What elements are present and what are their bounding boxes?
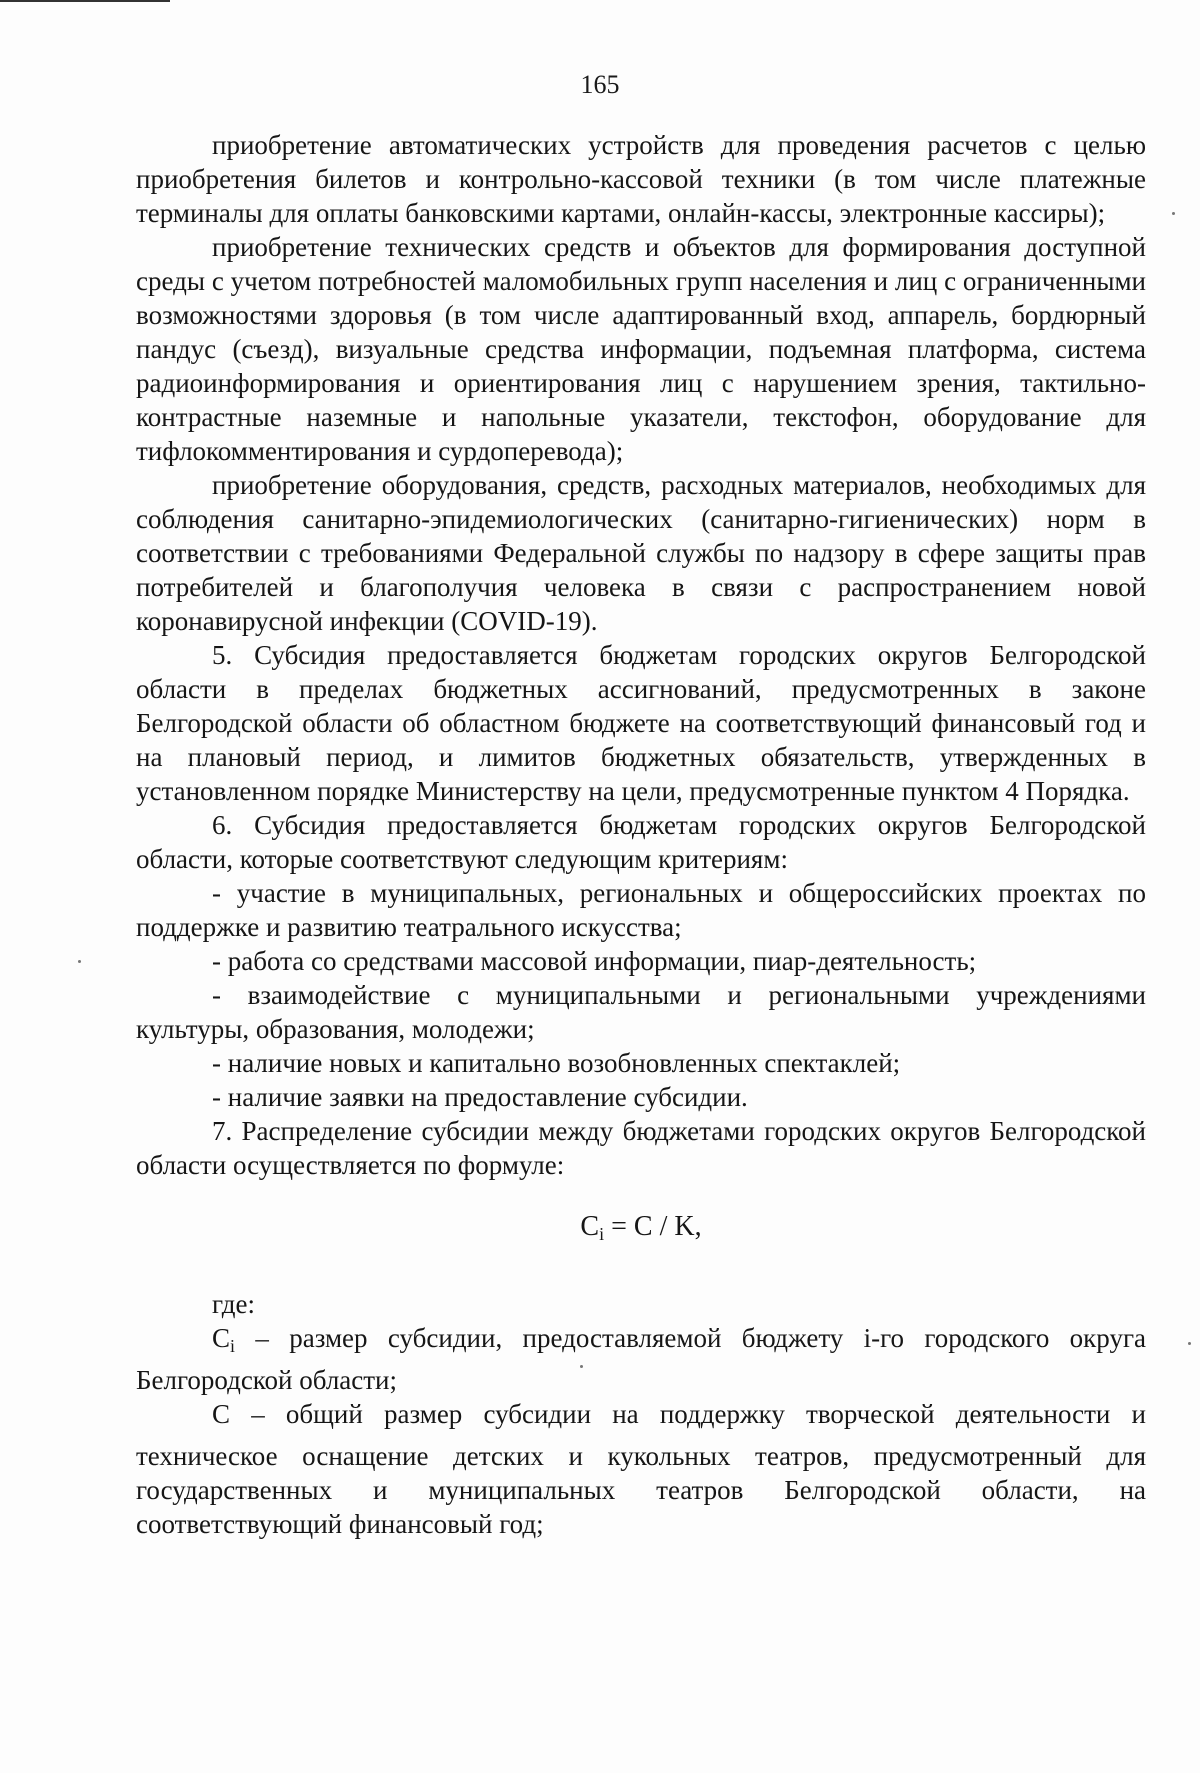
document-body bbox=[136, 128, 1146, 1541]
scan-edge-line bbox=[0, 0, 170, 2]
formula-lhs: C bbox=[580, 1211, 600, 1242]
list-item: - работа со средствами массовой информации, пиар-деятельность; bbox=[212, 946, 977, 976]
paragraph: 6. Субсидия предоставляется бюджетам городских округов Белгородской области, которые соответствуют следующим критериям: bbox=[136, 810, 1146, 874]
formula-lhs-subscript: i bbox=[599, 1224, 605, 1244]
scan-speck bbox=[580, 1365, 583, 1368]
where-label: где: bbox=[212, 1289, 255, 1319]
paragraph: приобретение технических средств и объектов для формирования доступной среды с учетом потребностей маломобильных групп населения и лиц с ограниченными возможностями здоровья (в том числе адаптированный вход, аппарель, бордюрный пандус (съезд), визуальные средства информации, подъемная платформа, система радиоинформирования и ориентирования лиц с нарушением зрения, тактильно-контрастные наземные и напольные указатели, текстофон, оборудование для тифлокомментирования и сурдоперевода); bbox=[136, 232, 1146, 466]
page-number: 165 bbox=[580, 70, 620, 99]
formula-rhs: = C / K, bbox=[604, 1211, 702, 1242]
scan-speck bbox=[1172, 212, 1175, 215]
list-item: - наличие заявки на предоставление субсидии. bbox=[212, 1082, 748, 1112]
scan-speck bbox=[78, 960, 81, 963]
distribution-formula bbox=[136, 1210, 1146, 1251]
definition-item bbox=[136, 1397, 1146, 1541]
definition-subscript: i bbox=[230, 1336, 236, 1356]
list-item: - взаимодействие с муниципальными и региональными учреждениями культуры, образования, молодежи; bbox=[136, 980, 1146, 1044]
paragraph: приобретение оборудования, средств, расходных материалов, необходимых для соблюдения санитарно-эпидемиологических (санитарно-гигиенических) норм в соответствии с требованиями Федеральной службы по надзору в сфере защиты прав потребителей и благополучия человека в связи с распространением новой коронавирусной инфекции (COVID-19). bbox=[136, 470, 1146, 636]
definition-symbol: C bbox=[212, 1399, 231, 1429]
definition-item bbox=[136, 1321, 1146, 1397]
paragraph: приобретение автоматических устройств для проведения расчетов с целью приобретения билетов и контрольно-кассовой техники (в том числе платежные терминалы для оплаты банковскими картами, онлайн-кассы, электронные кассиры); bbox=[136, 130, 1146, 228]
list-item: - наличие новых и капитально возобновленных спектаклей; bbox=[212, 1048, 901, 1078]
paragraph: 5. Субсидия предоставляется бюджетам городских округов Белгородской области в пределах бюджетных ассигнований, предусмотренных в законе Белгородской области об областном бюджете на соответствующий финансовый год и на плановый период, и лимитов бюджетных обязательств, утвержденных в установленном порядке Министерству на цели, предусмотренные пунктом 4 Порядка. bbox=[136, 640, 1146, 806]
definition-text: – общий размер субсидии на поддержку творческой деятельности и техническое оснащение детских и кукольных театров, предусмотренный для государственных и муниципальных театров Белгородской области, на соответствующий финансовый год; bbox=[136, 1399, 1146, 1539]
list-item: - участие в муниципальных, региональных и общероссийских проектах по поддержке и развитию театрального искусства; bbox=[136, 878, 1146, 942]
scan-speck bbox=[1188, 1342, 1191, 1345]
paragraph: 7. Распределение субсидии между бюджетами городских округов Белгородской области осуществляется по формуле: bbox=[136, 1116, 1146, 1180]
definition-symbol: C bbox=[212, 1323, 231, 1353]
definition-text: – размер субсидии, предоставляемой бюджету i-го городского округа Белгородской области; bbox=[136, 1323, 1146, 1395]
